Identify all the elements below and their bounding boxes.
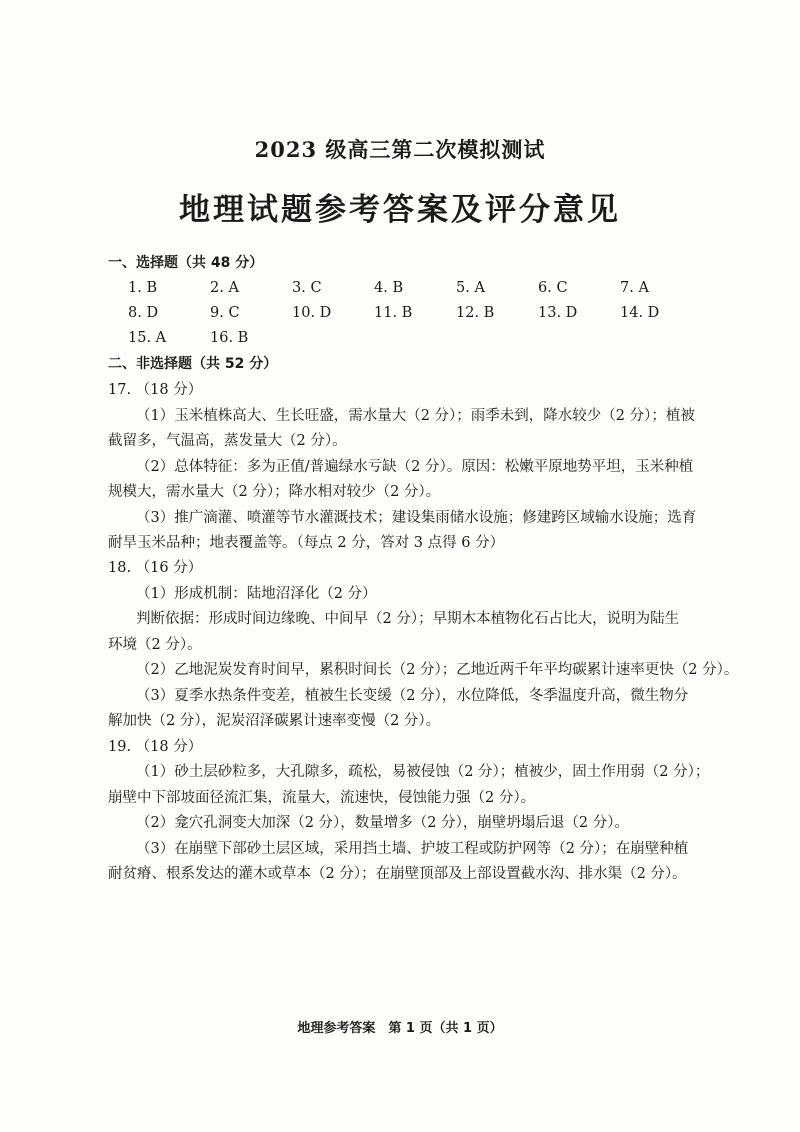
question-18-heading: 18. （16 分） bbox=[108, 560, 203, 576]
mc-answer: 13. D bbox=[538, 305, 578, 321]
answer-line: （1）形成机制：陆地沼泽化（2 分） bbox=[136, 586, 377, 602]
mc-answer: 9. C bbox=[210, 305, 240, 321]
mc-answer: 8. D bbox=[128, 305, 159, 321]
answer-line: 截留多，气温高，蒸发量大（2 分）。 bbox=[108, 433, 347, 449]
mc-answer: 1. B bbox=[128, 280, 158, 296]
mc-answer: 7. A bbox=[620, 280, 649, 296]
section-choice-heading: 一、选择题（共 48 分） bbox=[108, 255, 264, 271]
mc-answer: 11. B bbox=[374, 305, 413, 321]
answer-line: 判断依据：形成时间边缘晚、中间早（2 分）；早期木本植物化石占比大，说明为陆生 bbox=[136, 611, 680, 627]
answer-line: 耐贫瘠、根系发达的灌木或草本（2 分）；在崩壁顶部及上部设置截水沟、排水渠（2 分）。 bbox=[108, 866, 687, 882]
mc-answer: 12. B bbox=[456, 305, 495, 321]
answer-line: （2）总体特征：多为正值/普遍绿水亏缺（2 分）。原因：松嫩平原地势平坦，玉米种植 bbox=[136, 459, 694, 475]
answer-line: （2）乙地泥炭发育时间早，累积时间长（2 分）；乙地近两千年平均碳累计速率更快（2 分）。 bbox=[136, 662, 739, 678]
mc-answer: 2. A bbox=[210, 280, 239, 296]
mc-answer: 10. D bbox=[292, 305, 332, 321]
answer-line: （3）在崩壁下部砂土层区域，采用挡土墙、护坡工程或防护网等（2 分）；在崩壁种植 bbox=[136, 841, 689, 857]
exam-subtitle: 2023 级高三第二次模拟测试 bbox=[254, 137, 546, 162]
mc-answer: 6. C bbox=[538, 280, 568, 296]
mc-answer: 4. B bbox=[374, 280, 404, 296]
question-17-heading: 17. （18 分） bbox=[108, 382, 203, 398]
mc-answer: 16. B bbox=[210, 330, 249, 346]
document-title: 地理试题参考答案及评分意见 bbox=[179, 192, 621, 228]
answer-line: 规模大，需水量大（2 分）；降水相对较少（2 分）。 bbox=[108, 484, 441, 500]
answer-line: 环境（2 分）。 bbox=[108, 637, 202, 653]
mc-answer: 14. D bbox=[620, 305, 660, 321]
answer-line: 解加快（2 分），泥炭沼泽碳累计速率变慢（2 分）。 bbox=[108, 713, 441, 729]
mc-answer: 15. A bbox=[128, 330, 167, 346]
page-footer: 地理参考答案 第 1 页（共 1 页） bbox=[297, 1021, 503, 1036]
answer-line: （3）推广滴灌、喷灌等节水灌溉技术；建设集雨储水设施；修建跨区域输水设施；选育 bbox=[136, 510, 697, 526]
section-open-heading: 二、非选择题（共 52 分） bbox=[108, 356, 278, 372]
answer-line: 耐旱玉米品种；地表覆盖等。（每点 2 分，答对 3 点得 6 分） bbox=[108, 535, 505, 551]
question-19-heading: 19. （18 分） bbox=[108, 739, 203, 755]
mc-answer: 3. C bbox=[292, 280, 322, 296]
answer-line: （1）玉米植株高大、生长旺盛，需水量大（2 分）；雨季未到，降水较少（2 分）；植被 bbox=[136, 408, 695, 424]
answer-line: （3）夏季水热条件变差，植被生长变缓（2 分），水位降低，冬季温度升高，微生物分 bbox=[136, 688, 689, 704]
answer-line: （1）砂土层砂粒多，大孔隙多，疏松，易被侵蚀（2 分）；植被少，固土作用弱（2 分）； bbox=[136, 764, 710, 780]
answer-line: 崩壁中下部坡面径流汇集，流量大，流速快，侵蚀能力强（2 分）。 bbox=[108, 790, 536, 806]
mc-answer: 5. A bbox=[456, 280, 485, 296]
answer-line: （2）龛穴孔洞变大加深（2 分），数量增多（2 分），崩壁坍塌后退（2 分）。 bbox=[136, 815, 629, 831]
